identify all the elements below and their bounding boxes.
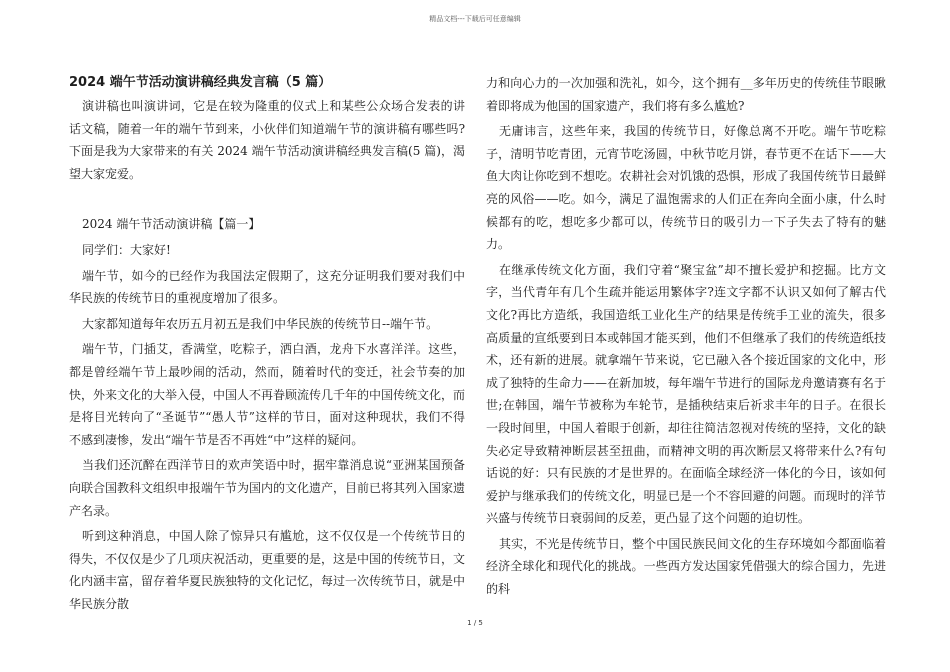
paragraph: 听到这种消息，中国人除了惊异只有尴尬，这不仅仅是一个传统节日的得失，不仅仅是少了几项庆祝活动，更重要的是，这是中国的传统节日，文化内涵丰富，留存着华夏民族独特的文化记忆，每过一次传统节日，就是中华民族分散 — [69, 529, 466, 611]
paragraph: 无庸讳言，这些年来，我国的传统节日，好像总离不开吃。端午节吃粽子，清明节吃青团，元宵节吃汤圆，中秋节吃月饼，春节更不在话下——大鱼大肉让你吃到不想吃。农耕社会对饥饿的恐惧，形成了我国传统节日最鲜亮的风俗——吃。如今，满足了温饱需求的人们正在奔向全面小康，什么时候都有的吃，想吃多少都可以，传统节日的吸引力一下子失去了特有的魅力。 — [486, 124, 886, 252]
paragraph: 在继承传统文化方面，我们守着“聚宝盆”却不擅长爱护和挖掘。比方文字，当代青年有几个生疏并能运用繁体字?连文字都不认识又如何了解古代文化?再比方造纸，我国造纸工业化生产的结果是传统手工业的流失，很多高质量的宣纸要到日本或韩国才能买到，他们不但继承了我们的传统造纸技术，还有新的进展。就拿端午节来说，它已融入各个接近国家的文化中，形成了独特的生命力——在新加坡，每年端午节进行的国际龙舟邀请赛有名于世;在韩国，端午节被称为车轮节，是插秧结束后祈求丰年的日子。在很长一段时间里，中国人着眼于创新，却往往简洁忽视对传统的坚持，文化的缺失必定导致精神断层甚至扭曲，而精神文明的再次断层又将带来什么?有句话说的好：只有民族的才是世界的。在面临全球经济一体化的今日，该如何爱护与继承我们的传统文化，明显已是一个不容回避的问题。而现时的洋节兴盛与传统节日衰弱间的反差，更凸显了这个问题的迫切性。 — [486, 262, 886, 526]
paragraph: 其实，不光是传统节日，整个中国民族民间文化的生存环境如今都面临着经济全球化和现代化的挑战。一些西方发达国家凭借强大的综合国力，先进的科 — [486, 536, 886, 597]
paragraph: 当我们还沉醉在西洋节日的欢声笑语中时，据牢靠消息说“亚洲某国预备向联合国教科文组织申报端午节为国内的文化遗产，目前已将其列入国家遗产名录。 — [69, 458, 466, 518]
page-header: 精品文档---下载后可任意编辑 — [429, 15, 521, 23]
paragraph: 端午节，门插艾，香满堂，吃粽子，洒白酒，龙舟下水喜洋洋。这些，都是曾经端午节上最吵闹的活动，然而，随着时代的变迁，社会节奏的加快，外来文化的大举入侵，中国人不再眷顾流传几千年的中国传统文化，而是将目光转向了“圣诞节”“愚人节”这样的节日，面对这种现状，我们不得不感到凄惨，发出“端午节是否不再姓“中”这样的疑问。 — [69, 342, 466, 447]
document-title: 2024 端午节活动演讲稿经典发言稿（5 篇） — [69, 75, 332, 90]
paragraph: 端午节，如今的已经作为我国法定假期了，这充分证明我们要对我们中华民族的传统节日的重视度增加了很多。 — [69, 268, 465, 306]
intro-paragraph: 演讲稿也叫演讲词，它是在较为隆重的仪式上和某些公众场合发表的讲话文稿，随着一年的端午节到来，小伙伴们知道端午节的演讲稿有哪些吗?下面是我为大家带来的有关 2024 端午节活动演讲稿经典发言稿(5 篇)，渴望大家宠爱。 — [69, 99, 465, 181]
paragraph: 大家都知道每年农历五月初五是我们中华民族的传统节日--端午节。 — [82, 316, 439, 331]
greeting: 同学们：大家好! — [82, 242, 171, 257]
right-column — [486, 72, 886, 604]
section-heading: 2024 端午节活动演讲稿【篇一】 — [82, 217, 261, 232]
section-spacer — [69, 188, 465, 213]
left-column — [69, 72, 465, 618]
page-number: 1 / 5 — [467, 619, 483, 627]
continued-paragraph: 力和向心力的一次加强和洗礼，如今，这个拥有__多年历史的传统佳节眼瞅着即将成为他国的国家遗产，我们将有多么尴尬? — [486, 76, 886, 113]
